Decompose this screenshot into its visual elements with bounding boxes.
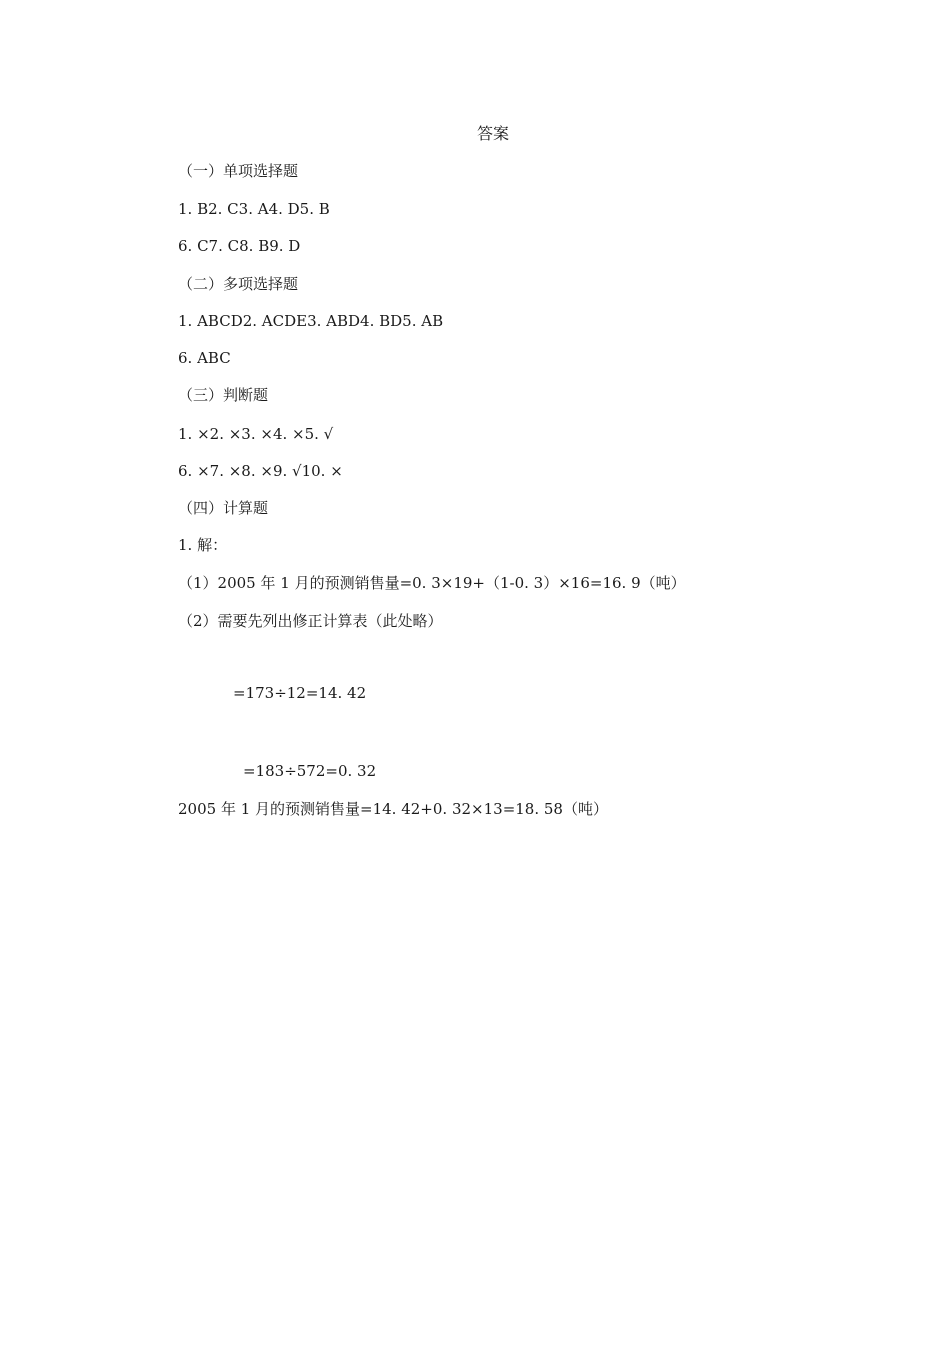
calculation-part-1: （1）2005 年 1 月的预测销售量=0. 3×19+（1-0. 3）×16=16. 9（吨） [178,574,686,592]
true-false-answers-1: 1. ×2. ×3. ×4. ×5. √ [178,425,334,443]
single-choice-answers-2: 6. C7. C8. B9. D [178,237,301,255]
true-false-answers-2: 6. ×7. ×8. ×9. √10. × [178,462,343,480]
page-title: 答案 [477,124,510,143]
section-heading-true-false: （三）判断题 [178,386,269,404]
section-heading-multi-choice: （二）多项选择题 [178,275,299,293]
calculation-result: 2005 年 1 月的预测销售量=14. 42+0. 32×13=18. 58（吨） [178,800,608,818]
formula-average: =173÷12=14. 42 [233,684,367,702]
multi-choice-answers-2: 6. ABC [178,349,231,367]
calculation-part-2: （2）需要先列出修正计算表（此处略） [178,612,443,630]
calculation-q1-label: 1. 解： [178,536,228,554]
formula-trend: =183÷572=0. 32 [243,762,377,780]
multi-choice-answers-1: 1. ABCD2. ACDE3. ABD4. BD5. AB [178,312,444,330]
section-heading-single-choice: （一）单项选择题 [178,162,299,180]
single-choice-answers-1: 1. B2. C3. A4. D5. B [178,200,330,218]
section-heading-calculation: （四）计算题 [178,499,269,517]
